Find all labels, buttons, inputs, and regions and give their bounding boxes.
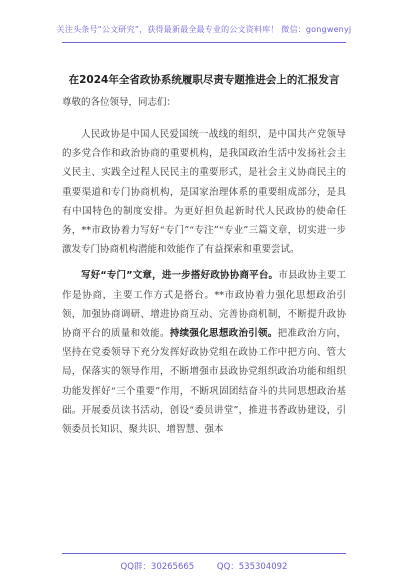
- paragraph-2-text-a: 市县政协主要工作是协商，主要工作方式是搭台。**市政协着力强化思想政治引领，加强协商调研、增进协商互动、完善协商机制，不断提升政协协商平台的质量和效能。: [62, 270, 346, 340]
- footer-divider: [62, 553, 346, 554]
- footer-qq: QQ：535304092: [216, 562, 288, 572]
- paragraph-2-heading: 写好“专门”文章，进一步搭好政协协商平台。: [81, 270, 279, 282]
- document-body: [62, 125, 346, 446]
- header-banner: 关注头条号“公文研究”，获得最新最全最专业的公文资料库！ 微信：gongwenyj: [56, 25, 352, 34]
- paragraph-2-text-b: 把准政治方向，坚持在党委领导下充分发挥好政协党组在政协工作中把方向、管大局，保落实的领导作用，不断增强市县政协党组织政治功能和组织功能发挥好“三个重要”作用，不断巩固团结奋斗的共同思想政治基础。开展委员读书活动，创设“委员讲堂”，推进书香政协建设，引领委员长知识、聚共识、增智慧、强本: [62, 328, 346, 436]
- header-divider: [62, 42, 346, 43]
- footer-qq-group: QQ群：30265665: [120, 562, 195, 572]
- document-title: 在2024年全省政协系统履职尽责专题推进会上的汇报发言: [68, 74, 340, 86]
- footer: [0, 560, 408, 572]
- paragraph-2-subheading: 持续强化思想政治引领。: [169, 328, 278, 340]
- paragraph-1: 人民政协是中国人民爱国统一战线的组织，是中国共产党领导的多党合作和政治协商的重要机构，是我国政治生活中发扬社会主义民主、实践全过程人民民主的重要形式，是社会主义协商民主的重要渠道和专门协商机构，是国家治理体系的重要组成部分，是具有中国特色的制度安排。为更好担负起新时代人民政协的使命任务，**市政协着力写好“专门”“专注”“专业”三篇文章，切实进一步激发专门协商机构潜能和效能作了有益探索和重要尝试。: [62, 129, 346, 256]
- salutation: 尊敬的各位领导，同志们：: [62, 97, 177, 108]
- paragraph-2: [62, 266, 346, 439]
